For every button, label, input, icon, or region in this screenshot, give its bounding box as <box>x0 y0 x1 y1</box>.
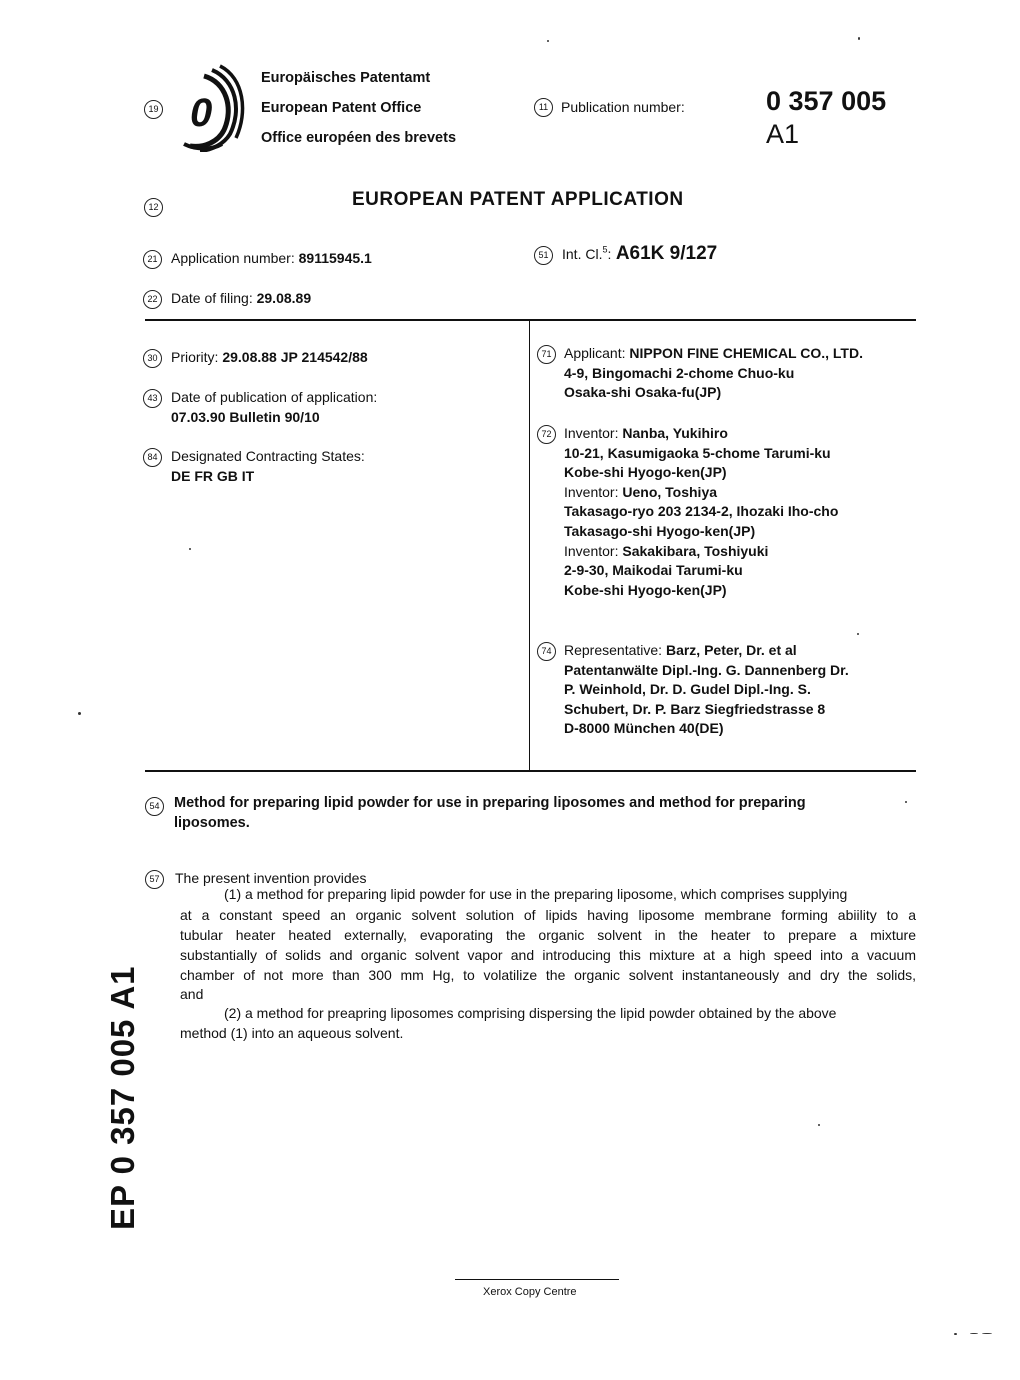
scan-speck <box>818 1124 820 1126</box>
office-name-en: European Patent Office <box>261 100 422 116</box>
representative-label: Representative: <box>564 642 663 658</box>
inid-code-57: 57 <box>145 870 164 889</box>
designated-states-label: Designated Contracting States: <box>171 448 365 464</box>
abstract-para2-first: (2) a method for preapring liposomes comprising dispersing the lipid powder obtained by the above <box>224 1005 837 1022</box>
representative-name: Barz, Peter, Dr. et al <box>665 642 797 658</box>
representative-address-line: D-8000 München 40(DE) <box>564 720 724 737</box>
invention-title <box>174 793 894 833</box>
office-name-de: Europäisches Patentamt <box>261 70 431 86</box>
applicant-block <box>564 344 863 403</box>
classification-row <box>562 243 717 265</box>
inid-code-72: 72 <box>537 425 556 444</box>
inid-code-21: 21 <box>143 250 162 269</box>
abstract-line: substantially of solids and organic solvent vapor and introducing this mixture at a high speed into a vacuum <box>180 946 916 963</box>
abstract-para1-first: (1) a method for preparing lipid powder for use in the preparing liposome, which comprises supplying <box>224 886 848 902</box>
footer-rule <box>455 1279 619 1280</box>
epo-logo-icon <box>178 64 248 152</box>
scan-speck <box>857 633 859 635</box>
application-number-row <box>171 250 372 266</box>
inid-code-43: 43 <box>143 389 162 408</box>
applicant-address-line: 4-9, Bingomachi 2-chome Chuo-ku <box>564 364 795 381</box>
applicant-address-line: Osaka-shi Osaka-fu(JP) <box>564 384 722 401</box>
classification-edition: 5 <box>602 244 608 255</box>
footer-text: Xerox Copy Centre <box>483 1286 577 1298</box>
scan-speck <box>547 40 549 42</box>
priority-row <box>171 349 368 365</box>
office-name-fr: Office européen des brevets <box>261 130 457 146</box>
representative-address-line: Patentanwälte Dipl.-Ing. G. Dannenberg Dr. <box>564 661 849 678</box>
scan-speck <box>78 712 81 715</box>
publication-number-label: Publication number: <box>561 99 685 115</box>
scan-speck <box>858 37 860 40</box>
scan-speck <box>189 548 191 550</box>
priority-value: 29.08.88 JP 214542/88 <box>222 349 368 365</box>
abstract-line: method (1) into an aqueous solvent. <box>180 1024 404 1041</box>
abstract-line: at a constant speed an organic solvent solution of lipids having liposome membrane forming abiility to a <box>180 906 916 923</box>
inventors-block <box>564 424 838 600</box>
inventor-label: Inventor: <box>564 483 619 500</box>
applicant-label: Applicant: <box>564 345 626 361</box>
designated-states-value: DE FR GB IT <box>171 468 255 484</box>
scan-speck <box>905 801 907 803</box>
abstract-body <box>180 885 916 1043</box>
inventor-address-line: 10-21, Kasumigaoka 5-chome Tarumi-ku <box>564 444 831 461</box>
scan-speck <box>982 1333 992 1334</box>
inventor-address-line: Kobe-shi Hyogo-ken(JP) <box>564 464 727 481</box>
inventor-label: Inventor: <box>564 542 619 559</box>
inventor-address-line: Takasago-ryo 203 2134-2, Ihozaki Iho-cho <box>564 503 839 520</box>
scan-speck <box>954 1333 957 1335</box>
invention-title-line: Method for preparing lipid powder for use in preparing liposomes and method for preparing <box>174 795 806 811</box>
classification-label: Int. Cl. <box>562 246 603 262</box>
classification-colon: : <box>607 246 612 262</box>
inid-code-19: 19 <box>144 100 163 119</box>
invention-title-line: liposomes. <box>174 815 250 831</box>
inid-code-51: 51 <box>534 246 553 265</box>
application-number-label: Application number: <box>171 250 295 266</box>
inventor-name: Nanba, Yukihiro <box>622 425 728 441</box>
inventor-name: Ueno, Toshiya <box>622 483 718 500</box>
abstract-line: tubular heater heated externally, evaporating the organic solvent in the heater to prepare a mixture <box>180 926 916 943</box>
inventor-address-line: 2-9-30, Maikodai Tarumi-ku <box>564 562 743 579</box>
representative-address-line: P. Weinhold, Dr. D. Gudel Dipl.-Ing. S. <box>564 681 811 698</box>
filing-date: 29.08.89 <box>256 290 312 306</box>
top-rule <box>145 319 916 321</box>
spine-publication-number: EP 0 357 005 A1 <box>104 965 141 1230</box>
column-divider <box>529 321 530 770</box>
applicant-name: NIPPON FINE CHEMICAL CO., LTD. <box>629 345 863 361</box>
representative-block <box>564 641 849 739</box>
filing-date-label: Date of filing: <box>171 290 253 306</box>
inventor-address-line: Takasago-shi Hyogo-ken(JP) <box>564 522 756 539</box>
filing-date-row <box>171 290 311 306</box>
inid-code-74: 74 <box>537 642 556 661</box>
document-type-title: EUROPEAN PATENT APPLICATION <box>352 189 684 210</box>
priority-label: Priority: <box>171 349 219 365</box>
svg-text:0: 0 <box>190 91 213 135</box>
abstract-intro: The present invention provides <box>175 870 367 886</box>
inventor-label: Inventor: <box>564 425 619 441</box>
inid-code-84: 84 <box>143 448 162 467</box>
publication-kind: A1 <box>766 119 800 149</box>
inventor-name: Sakakibara, Toshiyuki <box>622 542 769 559</box>
inid-code-71: 71 <box>537 345 556 364</box>
scan-speck <box>970 1333 978 1334</box>
classification-value: A61K 9/127 <box>615 243 718 264</box>
inid-code-11: 11 <box>534 98 553 117</box>
publication-number: 0 357 005 <box>766 86 887 116</box>
inid-code-54: 54 <box>145 797 164 816</box>
bottom-rule <box>145 770 916 772</box>
inid-code-30: 30 <box>143 349 162 368</box>
inid-code-12: 12 <box>144 198 163 217</box>
publication-date-value: 07.03.90 Bulletin 90/10 <box>171 409 320 425</box>
inid-code-22: 22 <box>143 290 162 309</box>
abstract-line: chamber of not more than 300 mm Hg, to volatilize the organic solvent instantaneously and dry the solids, <box>180 966 916 983</box>
inventor-address-line: Kobe-shi Hyogo-ken(JP) <box>564 581 727 598</box>
application-number: 89115945.1 <box>298 250 372 266</box>
publication-date-label: Date of publication of application: <box>171 389 378 405</box>
representative-address-line: Schubert, Dr. P. Barz Siegfriedstrasse 8 <box>564 700 826 717</box>
abstract-line: and <box>180 985 204 1002</box>
